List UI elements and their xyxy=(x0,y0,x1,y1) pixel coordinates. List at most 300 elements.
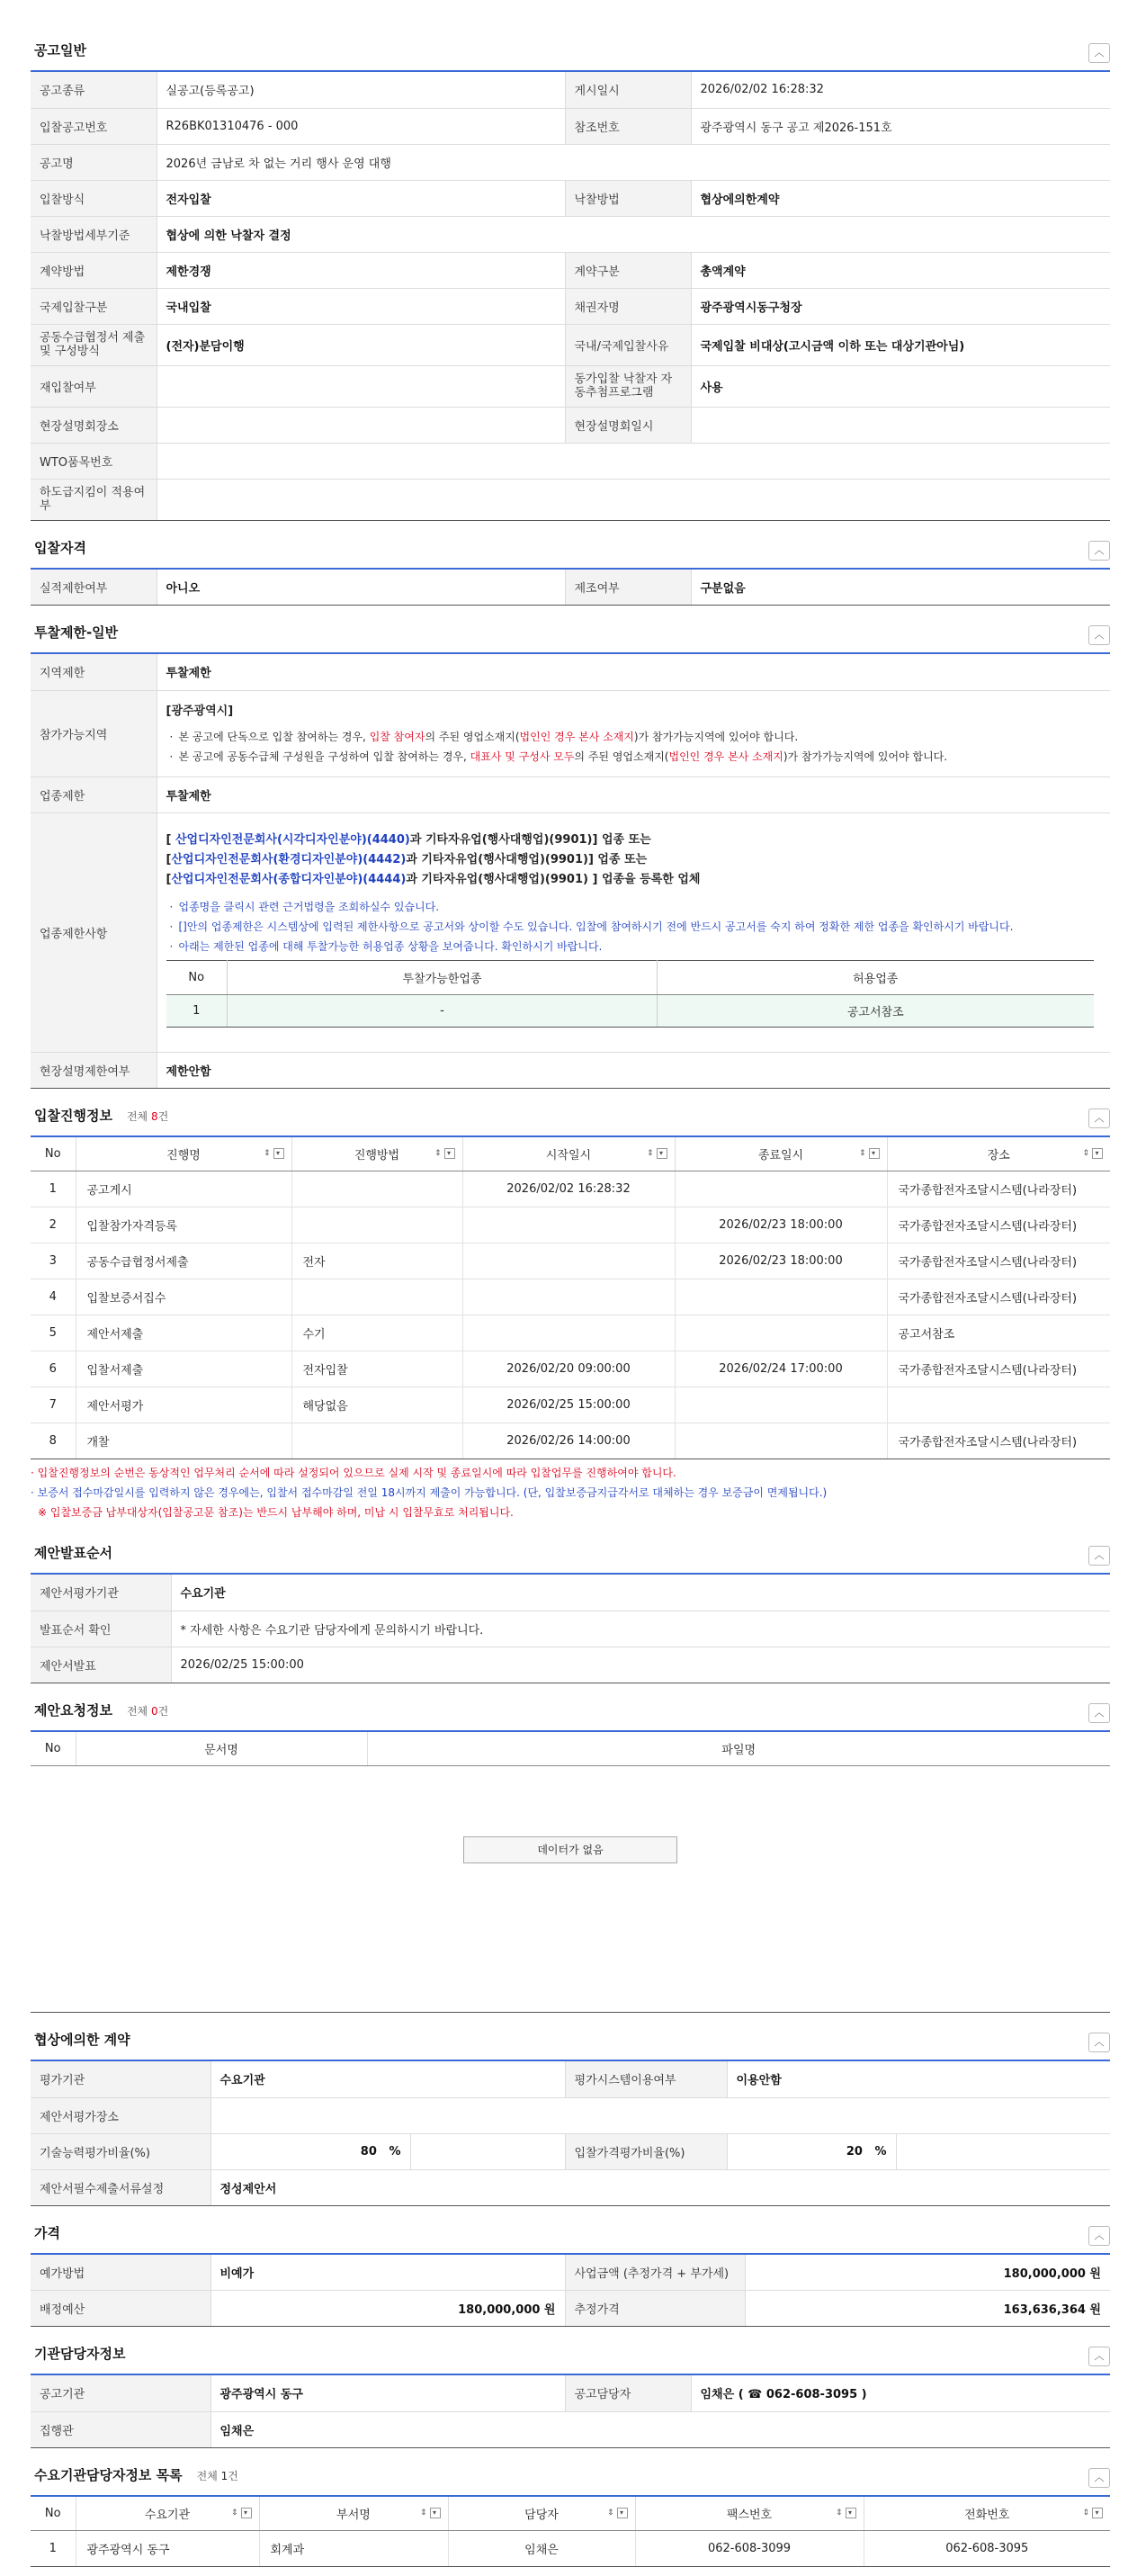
header-text: 부서명 xyxy=(336,2508,371,2522)
column-header[interactable] xyxy=(864,2497,1110,2531)
row-label: 평가시스템이용여부 xyxy=(565,2061,727,2097)
column-header[interactable] xyxy=(462,1137,675,1171)
table-cell xyxy=(291,1171,462,1207)
table-cell: 8 xyxy=(31,1423,76,1459)
collapse-toggle-icon[interactable]: ︿ xyxy=(1088,43,1110,63)
value-unit: % xyxy=(874,2144,887,2159)
table-cell xyxy=(675,1279,887,1315)
row-value: 2026/02/25 15:00:00 xyxy=(171,1647,1110,1683)
row-label: 공고담당자 xyxy=(565,2375,691,2411)
row-label: 국내/국제입찰사유 xyxy=(565,324,691,365)
section-title: 가격 xyxy=(34,2224,60,2241)
license-link[interactable]: 산업디자인전문회사(종합디자인분야)(4444) xyxy=(171,872,407,886)
count-number: 1 xyxy=(220,2469,228,2482)
table-row xyxy=(31,1171,1110,1207)
table-cell: 제안서평가 xyxy=(76,1387,291,1423)
table-cell: 공동수급협정서제출 xyxy=(76,1243,291,1279)
count-number: 8 xyxy=(150,1109,158,1123)
table-cell: 062-608-3099 xyxy=(635,2531,864,2567)
progress-table xyxy=(31,1137,1110,1460)
spacer-cell xyxy=(896,2133,1110,2169)
table-row xyxy=(31,570,1110,606)
section-announce-header xyxy=(31,1530,1110,1575)
row-label: 추정가격 xyxy=(565,2291,745,2327)
section-price-header xyxy=(31,2206,1110,2255)
note-text: )가 참가가능지역에 있어야 합니다. xyxy=(633,730,799,743)
row-value: 광주광역시동구청장 xyxy=(691,288,1110,324)
table-row xyxy=(31,479,1110,520)
row-label: 발표순서 확인 xyxy=(31,1611,171,1647)
title-text: 입찰진행정보 xyxy=(34,1107,112,1124)
spacer-cell xyxy=(410,2133,565,2169)
column-header: No xyxy=(31,1137,76,1171)
table-cell: 4 xyxy=(31,1279,76,1315)
row-label: 게시일시 xyxy=(565,72,691,108)
row-value: 180,000,000 원 xyxy=(210,2291,565,2327)
collapse-toggle-icon[interactable]: ︿ xyxy=(1088,2226,1110,2246)
sort-icon[interactable]: ⇕ ▾ xyxy=(264,1148,284,1159)
table-cell: 2026/02/23 18:00:00 xyxy=(675,1207,887,1243)
license-line xyxy=(166,850,1102,870)
row-value: 전자입찰 xyxy=(157,180,565,216)
count-text: 전체 xyxy=(126,1704,148,1718)
table-row xyxy=(31,108,1110,144)
table-row xyxy=(31,776,1110,812)
area-note xyxy=(166,747,1102,767)
sort-icon[interactable]: ⇕ ▾ xyxy=(1082,1148,1103,1159)
table-row xyxy=(31,324,1110,365)
cell: - xyxy=(228,994,658,1027)
table-cell: 입찰참가자격등록 xyxy=(76,1207,291,1243)
license-text: 과 기타자유업(행사대행업)(9901)] 업종 또는 xyxy=(409,832,651,847)
table-cell: 임채은 xyxy=(448,2531,635,2567)
row-label: 현장설명제한여부 xyxy=(31,1052,157,1088)
row-value: 제한경쟁 xyxy=(157,252,565,288)
industry-note: · 업종명을 클릭시 관련 근거법령을 조회하실수 있습니다. xyxy=(166,897,1102,917)
section-restriction-header xyxy=(31,606,1110,654)
section-title: 기관담당자정보 xyxy=(34,2346,126,2362)
empty-area xyxy=(31,1836,1110,2013)
note-text: 보증서 접수마감일시를 입력하지 않은 경우에는, 입찰서 접수마감일 전일 18시까지 제출이 가능합니다. (단, 입찰보증금지급각서로 대체하는 경우 보증금이 면제됩니다.) xyxy=(37,1486,828,1499)
note-highlight: 법인인 경우 본사 소재지 xyxy=(668,749,783,763)
collapse-toggle-icon[interactable]: ︿ xyxy=(1088,2347,1110,2366)
row-value xyxy=(157,690,1110,776)
table-row xyxy=(31,1207,1110,1243)
title-text: 수요기관담당자정보 목록 xyxy=(34,2466,183,2483)
header-text: 진행방법 xyxy=(354,1148,400,1162)
row-label: 공고기관 xyxy=(31,2375,210,2411)
row-label: 현장설명회장소 xyxy=(31,407,157,443)
collapse-toggle-icon[interactable]: ︿ xyxy=(1088,2033,1110,2052)
table-cell xyxy=(887,1387,1110,1423)
row-value: 아니오 xyxy=(157,570,565,606)
table-cell: 제안서제출 xyxy=(76,1315,291,1351)
row-label: 참조번호 xyxy=(565,108,691,144)
table-row xyxy=(31,252,1110,288)
note-text: 본 공고에 공동수급체 구성원을 구성하여 입찰 참여하는 경우, xyxy=(178,749,470,763)
table-cell xyxy=(675,1423,887,1459)
area-name: [광주광역시] xyxy=(166,704,234,718)
header-text: 시작일시 xyxy=(545,1148,592,1162)
license-line xyxy=(166,830,1102,850)
row-value xyxy=(727,2133,896,2169)
row-value xyxy=(210,2133,410,2169)
row-value: 구분없음 xyxy=(691,570,1110,606)
table-cell xyxy=(462,1279,675,1315)
industry-note: · 아래는 제한된 업종에 대해 투찰가능한 허용업종 상황을 보여줍니다. 확인하시기 바랍니다. xyxy=(166,937,1102,956)
table-cell xyxy=(462,1243,675,1279)
table-cell: 전자 xyxy=(291,1243,462,1279)
count-label xyxy=(127,1705,168,1718)
row-value: 163,636,364 원 xyxy=(745,2291,1110,2327)
column-header[interactable] xyxy=(76,2497,259,2531)
row-value: 임채은 xyxy=(210,2411,1110,2447)
row-value xyxy=(210,2097,1110,2133)
row-label: 공고종류 xyxy=(31,72,157,108)
collapse-toggle-icon[interactable]: ︿ xyxy=(1088,2468,1110,2488)
table-row xyxy=(31,1315,1110,1351)
section-qualification-header xyxy=(31,521,1110,570)
collapse-toggle-icon[interactable]: ︿ xyxy=(1088,625,1110,645)
table-cell: 국가종합전자조달시스템(나라장터) xyxy=(887,1171,1110,1207)
collapse-toggle-icon[interactable]: ︿ xyxy=(1088,1546,1110,1566)
note-highlight: 입찰 참여자 xyxy=(369,730,425,743)
row-value: 총액계약 xyxy=(691,252,1110,288)
table-row xyxy=(31,1351,1110,1387)
note-text: 의 주된 영업소재지( xyxy=(425,730,520,743)
column-header: 파일명 xyxy=(367,1732,1110,1766)
table-cell xyxy=(675,1387,887,1423)
agency-table xyxy=(31,2375,1110,2448)
column-header[interactable] xyxy=(887,1137,1110,1171)
row-label: 업종제한 xyxy=(31,776,157,812)
request-table xyxy=(31,1732,1110,1767)
row-value: R26BK01310476 - 000 xyxy=(157,108,565,144)
section-general-header xyxy=(31,0,1110,72)
value-number: 80 xyxy=(360,2144,377,2159)
table-cell: 7 xyxy=(31,1387,76,1423)
table-cell: 국가종합전자조달시스템(나라장터) xyxy=(887,1279,1110,1315)
table-row xyxy=(31,2411,1110,2447)
row-label: 국제입찰구분 xyxy=(31,288,157,324)
note-text: 의 주된 영업소재지( xyxy=(574,749,669,763)
table-cell: 전자입찰 xyxy=(291,1351,462,1387)
row-label: 채권자명 xyxy=(565,288,691,324)
row-value xyxy=(157,479,1110,520)
table-row xyxy=(31,216,1110,252)
row-value: 광주광역시 동구 xyxy=(210,2375,565,2411)
table-cell xyxy=(291,1279,462,1315)
section-title: 투찰제한-일반 xyxy=(34,624,119,641)
table-cell: 2026/02/25 15:00:00 xyxy=(462,1387,675,1423)
table-row xyxy=(31,365,1110,407)
row-value xyxy=(157,407,565,443)
table-row xyxy=(31,1647,1110,1683)
table-cell: 5 xyxy=(31,1315,76,1351)
row-value: 비예가 xyxy=(210,2255,565,2291)
note-text: 본 공고에 단독으로 입찰 참여하는 경우, xyxy=(178,730,370,743)
table-row xyxy=(31,2169,1110,2205)
row-value: 수요기관 xyxy=(210,2061,565,2097)
table-cell xyxy=(462,1315,675,1351)
table-row xyxy=(31,2531,1110,2567)
column-header: No xyxy=(31,2497,76,2531)
table-cell: 공고게시 xyxy=(76,1171,291,1207)
column-header: No xyxy=(31,1732,76,1766)
section-agency-header xyxy=(31,2327,1110,2375)
row-value: 2026년 금남로 차 없는 거리 행사 운영 대행 xyxy=(157,144,1110,180)
sort-icon[interactable]: ⇕ ▾ xyxy=(231,2508,252,2518)
table-row xyxy=(31,2097,1110,2133)
column-header[interactable] xyxy=(259,2497,448,2531)
table-row xyxy=(31,443,1110,479)
table-cell: 공고서참조 xyxy=(887,1315,1110,1351)
count-unit: 건 xyxy=(157,1704,169,1718)
allowed-industry-table xyxy=(166,960,1094,1028)
row-label: 계약방법 xyxy=(31,252,157,288)
section-title xyxy=(34,2465,238,2484)
row-label: 지역제한 xyxy=(31,654,157,690)
sort-icon[interactable]: ⇕ ▾ xyxy=(434,1148,455,1159)
note-text: )가 참가가능지역에 있어야 합니다. xyxy=(783,749,948,763)
sort-icon[interactable]: ⇕ ▾ xyxy=(1082,2508,1103,2518)
row-value xyxy=(157,443,1110,479)
license-text: 과 기타자유업(행사대행업)(9901)] 업종 또는 xyxy=(406,852,648,866)
sort-icon[interactable]: ⇕ ▾ xyxy=(647,1148,667,1159)
row-label: 낙찰방법세부기준 xyxy=(31,216,157,252)
row-label: 동가입찰 낙찰자 자동추첨프로그램 xyxy=(565,365,691,407)
table-cell: 수기 xyxy=(291,1315,462,1351)
table-row xyxy=(31,1387,1110,1423)
area-note xyxy=(166,727,1102,747)
industry-note: · []안의 업종제한은 시스템상에 입력된 제한사항으로 공고서와 상이할 수도 있습니다. 입찰에 참여하시기 전에 반드시 공고서를 숙지 하여 정확한 제한 업종을 확인하시기 바랍니다. xyxy=(166,917,1102,937)
column-header: 허용업종 xyxy=(658,960,1094,994)
progress-note: · 입찰진행정보의 순번은 동상적인 업무처리 순서에 따라 설정되어 있으므로 실제 시작 및 종료일시에 따라 입찰업무를 진행하여야 합니다. xyxy=(31,1467,676,1479)
table-row xyxy=(31,812,1110,1052)
row-value: 협상에의한계약 xyxy=(691,180,1110,216)
table-cell: 062-608-3095 xyxy=(864,2531,1110,2567)
note-text: 입찰진행정보의 순번은 동상적인 업무처리 순서에 따라 설정되어 있으므로 실제 시작 및 종료일시에 따라 입찰업무를 진행하여야 합니다. xyxy=(37,1467,676,1479)
section-title xyxy=(34,1701,168,1719)
table-row xyxy=(31,690,1110,776)
table-cell: 해당없음 xyxy=(291,1387,462,1423)
row-value: 국내입찰 xyxy=(157,288,565,324)
row-value: 투찰제한 xyxy=(157,776,1110,812)
row-value xyxy=(157,365,565,407)
sort-icon[interactable]: ⇕ ▾ xyxy=(607,2508,628,2518)
row-label: 업종제한사항 xyxy=(31,812,157,1052)
row-value: 수요기관 xyxy=(171,1575,1110,1611)
row-label: 입찰공고번호 xyxy=(31,108,157,144)
row-value: 2026/02/02 16:28:32 xyxy=(691,72,1110,108)
table-row xyxy=(31,654,1110,690)
row-value xyxy=(691,407,1110,443)
table-row xyxy=(31,2291,1110,2327)
header-text: 진행명 xyxy=(166,1148,201,1162)
section-title: 협상에의한 계약 xyxy=(34,2032,130,2048)
sort-icon[interactable]: ⇕ ▾ xyxy=(420,2508,441,2518)
table-cell: 2026/02/26 14:00:00 xyxy=(462,1423,675,1459)
table-row xyxy=(31,2255,1110,2291)
sort-icon[interactable]: ⇕ ▾ xyxy=(859,1148,880,1159)
table-row xyxy=(31,288,1110,324)
row-label: 예가방법 xyxy=(31,2255,210,2291)
row-value: 정성제안서 xyxy=(210,2169,1110,2205)
sort-icon[interactable]: ⇕ ▾ xyxy=(836,2508,856,2518)
license-text: [ xyxy=(166,832,175,847)
row-label: WTO품목번호 xyxy=(31,443,157,479)
count-number: 0 xyxy=(150,1704,158,1718)
cell: 공고서참조 xyxy=(658,994,1094,1027)
table-row xyxy=(31,1423,1110,1459)
restriction-table xyxy=(31,654,1110,1089)
row-label: 입찰방식 xyxy=(31,180,157,216)
table-cell: 2026/02/02 16:28:32 xyxy=(462,1171,675,1207)
title-text: 제안요청정보 xyxy=(34,1701,112,1719)
header-text: 종료일시 xyxy=(757,1148,804,1162)
license-link[interactable]: 산업디자인전문회사(시각디자인분야)(4440) xyxy=(175,832,410,847)
count-label xyxy=(197,2470,238,2482)
table-cell: 3 xyxy=(31,1243,76,1279)
general-table xyxy=(31,72,1110,521)
row-label: 현장설명회일시 xyxy=(565,407,691,443)
count-text: 전체 xyxy=(196,2469,218,2482)
row-label: 사업금액 (추정가격 + 부가세) xyxy=(565,2255,745,2291)
row-label: 기술능력평가비율(%) xyxy=(31,2133,210,2169)
row-value: 광주광역시 동구 공고 제2026-151호 xyxy=(691,108,1110,144)
note-highlight: 대표사 및 구성사 모두 xyxy=(470,749,575,763)
row-value: 제한안함 xyxy=(157,1052,1110,1088)
table-cell: 국가종합전자조달시스템(나라장터) xyxy=(887,1207,1110,1243)
section-request-header xyxy=(31,1683,1110,1732)
count-label xyxy=(127,1110,168,1123)
section-negotiation-header xyxy=(31,2013,1110,2061)
table-row xyxy=(31,1575,1110,1611)
note-highlight: 법인인 경우 본사 소재지 xyxy=(519,730,634,743)
row-value: 협상에 의한 낙찰자 결정 xyxy=(157,216,1110,252)
section-contacts-header xyxy=(31,2448,1110,2497)
header-text: 팩스번호 xyxy=(726,2508,773,2522)
table-row xyxy=(31,1279,1110,1315)
row-value: * 자세한 사항은 수요기관 담당자에게 문의하시기 바랍니다. xyxy=(171,1611,1110,1647)
row-label: 입찰가격평가비율(%) xyxy=(565,2133,727,2169)
table-cell xyxy=(291,1207,462,1243)
table-cell xyxy=(675,1171,887,1207)
progress-note: · 보증서 접수마감일시를 입력하지 않은 경우에는, 입찰서 접수마감일 전일 18시까지 제출이 가능합니다. (단, 입찰보증금지급각서로 대체하는 경우 보증금이 면제됩니다.) xyxy=(31,1486,828,1499)
row-label: 제안서필수제출서류설정 xyxy=(31,2169,210,2205)
table-row xyxy=(31,180,1110,216)
count-unit: 건 xyxy=(157,1109,169,1123)
license-line xyxy=(166,870,1102,890)
row-label: 제조여부 xyxy=(565,570,691,606)
row-label: 재입찰여부 xyxy=(31,365,157,407)
row-value xyxy=(157,812,1110,1052)
license-text: [ xyxy=(166,872,172,886)
row-label: 하도급지킴이 적용여부 xyxy=(31,479,157,520)
count-unit: 건 xyxy=(228,2469,238,2482)
row-value: 180,000,000 원 xyxy=(745,2255,1110,2291)
row-value: 실공고(등록공고) xyxy=(157,72,565,108)
column-header: No xyxy=(166,960,228,994)
row-label: 제안서평가장소 xyxy=(31,2097,210,2133)
table-cell: 회계과 xyxy=(259,2531,448,2567)
row-label: 배정예산 xyxy=(31,2291,210,2327)
table-cell: 입찰보증서집수 xyxy=(76,1279,291,1315)
section-title: 입찰자격 xyxy=(34,539,86,556)
table-row xyxy=(31,1243,1110,1279)
table-cell: 2 xyxy=(31,1207,76,1243)
column-header[interactable] xyxy=(448,2497,635,2531)
header-text: 수요기관 xyxy=(144,2508,191,2522)
table-cell: 2026/02/24 17:00:00 xyxy=(675,1351,887,1387)
license-link[interactable]: 산업디자인전문회사(환경디자인분야)(4442) xyxy=(171,852,407,866)
row-label: 계약구분 xyxy=(565,252,691,288)
section-progress-header xyxy=(31,1089,1110,1137)
row-label: 공고명 xyxy=(31,144,157,180)
table-cell: 국가종합전자조달시스템(나라장터) xyxy=(887,1351,1110,1387)
table-row xyxy=(31,407,1110,443)
table-row xyxy=(31,144,1110,180)
announce-table xyxy=(31,1575,1110,1683)
table-cell: 2026/02/20 09:00:00 xyxy=(462,1351,675,1387)
column-header[interactable] xyxy=(291,1137,462,1171)
row-label: 실적제한여부 xyxy=(31,570,157,606)
row-value: 국제입찰 비대상(고시금액 이하 또는 대상기관아님) xyxy=(691,324,1110,365)
table-cell: 1 xyxy=(31,1171,76,1207)
row-label: 제안서발표 xyxy=(31,1647,171,1683)
table-cell: 1 xyxy=(31,2531,76,2567)
negotiation-table xyxy=(31,2061,1110,2206)
empty-message: 데이터가 없음 xyxy=(463,1836,677,1863)
collapse-toggle-icon[interactable]: ︿ xyxy=(1088,1703,1110,1723)
value-number: 20 xyxy=(846,2144,863,2159)
collapse-toggle-icon[interactable]: ︿ xyxy=(1088,1108,1110,1128)
column-header[interactable] xyxy=(675,1137,887,1171)
progress-note: ※ 입찰보증금 납부대상자(입찰공고문 참조)는 반드시 납부해야 하며, 미납 시 입찰무효로 처리됩니다. xyxy=(38,1506,514,1519)
column-header[interactable] xyxy=(76,1137,291,1171)
value-unit: % xyxy=(389,2144,401,2159)
table-cell: 광주광역시 동구 xyxy=(76,2531,259,2567)
row-value: 사용 xyxy=(691,365,1110,407)
table-cell xyxy=(675,1315,887,1351)
license-text: 과 기타자유업(행사대행업)(9901) ] 업종을 등록한 업체 xyxy=(406,872,701,886)
table-cell: 2026/02/23 18:00:00 xyxy=(675,1243,887,1279)
table-cell: 6 xyxy=(31,1351,76,1387)
table-cell: 개찰 xyxy=(76,1423,291,1459)
price-table xyxy=(31,2255,1110,2328)
license-text: [ xyxy=(166,852,172,866)
table-cell xyxy=(291,1423,462,1459)
table-row xyxy=(31,72,1110,108)
column-header[interactable] xyxy=(635,2497,864,2531)
section-title: 제안발표순서 xyxy=(34,1545,112,1561)
row-label: 집행관 xyxy=(31,2411,210,2447)
table-cell: 국가종합전자조달시스템(나라장터) xyxy=(887,1423,1110,1459)
row-label: 참가가능지역 xyxy=(31,690,157,776)
row-value: 임채은 ( ☎ 062-608-3095 ) xyxy=(691,2375,1110,2411)
table-cell: 입찰서제출 xyxy=(76,1351,291,1387)
collapse-toggle-icon[interactable]: ︿ xyxy=(1088,541,1110,561)
count-text: 전체 xyxy=(126,1109,148,1123)
section-title: 공고일반 xyxy=(34,42,86,58)
table-row xyxy=(31,2061,1110,2097)
column-header: 문서명 xyxy=(76,1732,367,1766)
table-row xyxy=(31,1052,1110,1088)
row-value: (전자)분담이행 xyxy=(157,324,565,365)
table-cell xyxy=(462,1207,675,1243)
header-text: 전화번호 xyxy=(964,2508,1010,2522)
row-label: 제안서평가기관 xyxy=(31,1575,171,1611)
